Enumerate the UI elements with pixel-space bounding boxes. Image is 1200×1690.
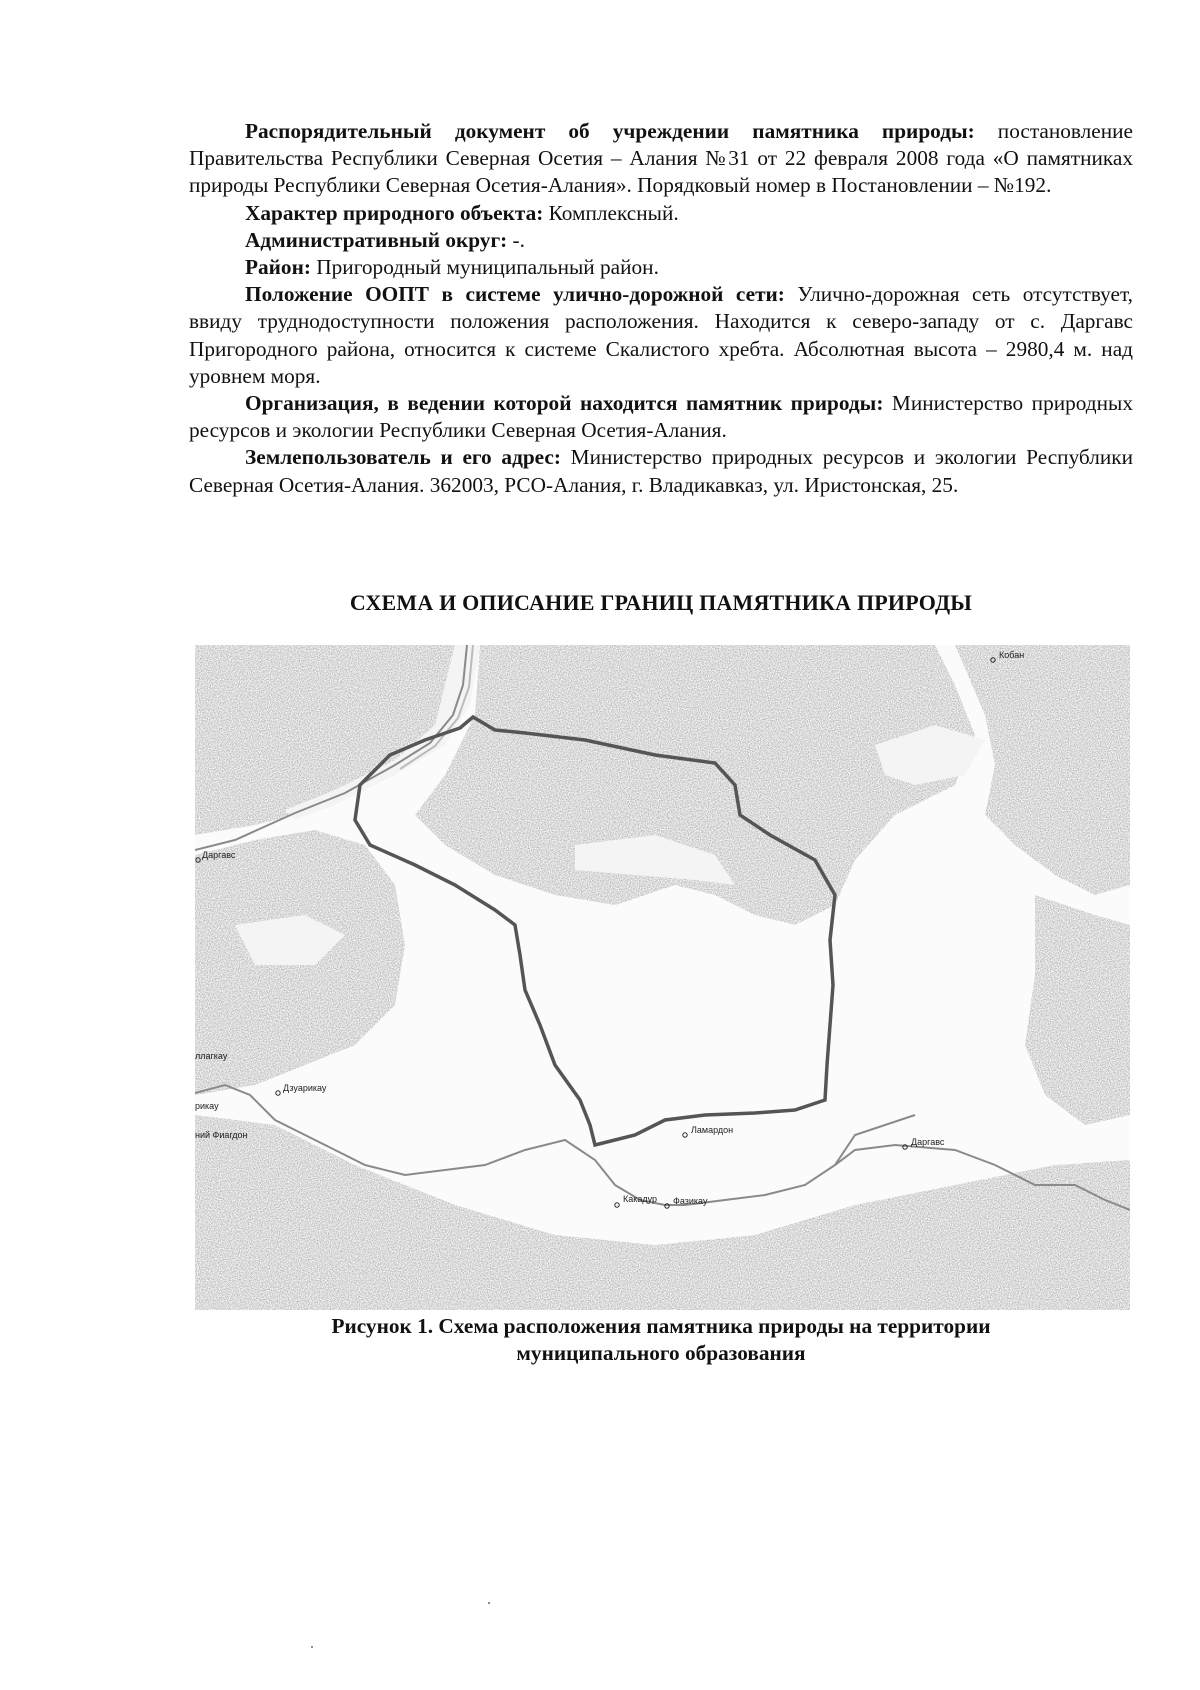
section-title: СХЕМА И ОПИСАНИЕ ГРАНИЦ ПАМЯТНИКА ПРИРОДЫ (349, 590, 973, 615)
paragraph-text: -. (507, 227, 525, 252)
paragraph-label: Землепользователь и его адрес: (245, 445, 561, 470)
kakadur-label: Какадур (623, 1194, 658, 1204)
dargavs-west-label: Даргавс (202, 850, 236, 860)
paragraph-decree (189, 118, 1133, 200)
paragraph-land-user (189, 444, 1133, 498)
dargavs-east-label: Даргавс (911, 1137, 945, 1147)
paragraph-organization (189, 390, 1133, 444)
paragraph-text: Пригородный муниципальный район. (310, 255, 659, 280)
dzuarikau-marker (276, 1091, 280, 1095)
paragraph-label: Организация, в ведении которой находится памятник природы: (245, 391, 884, 416)
paragraph-label: Административный округ: (245, 227, 508, 252)
paragraph-text: Улично-дорожная сеть отсутствует, ввиду труднодоступности положения расположения. Находится к северо-западу от с. Даргавс Пригородного района, относится к системе Скалистого хребта. Абсолютная высота – 2980,4 м. над уровнем моря. (189, 282, 1133, 388)
kakadur-marker (615, 1203, 619, 1207)
fazikau-label: Фазикау (673, 1196, 708, 1206)
road-south-spur (835, 1115, 915, 1165)
paragraph-object-type (189, 200, 1133, 227)
boundary-map (195, 645, 1130, 1310)
koban-label: Кобан (999, 650, 1025, 660)
paragraph-admin-district (189, 227, 1133, 254)
figure-caption (189, 1313, 1133, 1367)
fiagdon-label: ний Фиагдон (195, 1130, 248, 1140)
paragraph-text: Министерство природных ресурсов и экологии Республики Северная Осетия-Алания. (189, 391, 1134, 443)
terrain-north-east (955, 645, 1130, 895)
paragraph-label: Район: (245, 255, 311, 280)
paragraph-road-network (189, 281, 1133, 390)
paragraph-label: Положение ООПТ в системе улично-дорожной сети: (245, 282, 785, 307)
paragraph-label: Распорядительный документ об учреждении памятника природы: (245, 119, 975, 143)
terrain-east-band (1025, 895, 1130, 1125)
paragraph-label: Характер природного объекта: (245, 200, 544, 225)
lalagkau-label: ллагкау (195, 1051, 228, 1061)
caption-line-2: муниципального образования (516, 1341, 806, 1365)
caption-line-1: Рисунок 1. Схема расположения памятника природы на территории (331, 1314, 991, 1338)
paragraph-text: Министерство природных ресурсов и экологии Республики Северная Осетия-Алания. 362003, РСО-Алания, г. Владикавказ, ул. Иристонская, 25. (189, 445, 1134, 497)
paragraph-region (189, 254, 1133, 281)
scan-speck (488, 1602, 490, 1604)
terrain-layer (195, 645, 1130, 1310)
terrain-south (195, 1115, 1130, 1310)
paragraph-text: постановление Правительства Республики Северная Осетия – Алания №31 от 22 февраля 2008 года «О памятниках природы Республики Северная Осетия-Алания». Порядковый номер в Постановлении – №192. (189, 119, 1133, 198)
lamardon-label: Ламардон (691, 1125, 734, 1135)
scan-speck (311, 1646, 313, 1648)
rikau-label: рикау (195, 1101, 219, 1111)
terrain-central-ridge (415, 645, 975, 925)
map-svg (195, 645, 1130, 1310)
lamardon-marker (683, 1133, 687, 1137)
paragraph-text: Комплексный. (543, 200, 679, 225)
dzuarikau-label: Дзуарикау (283, 1083, 327, 1093)
document-body (189, 118, 1133, 499)
